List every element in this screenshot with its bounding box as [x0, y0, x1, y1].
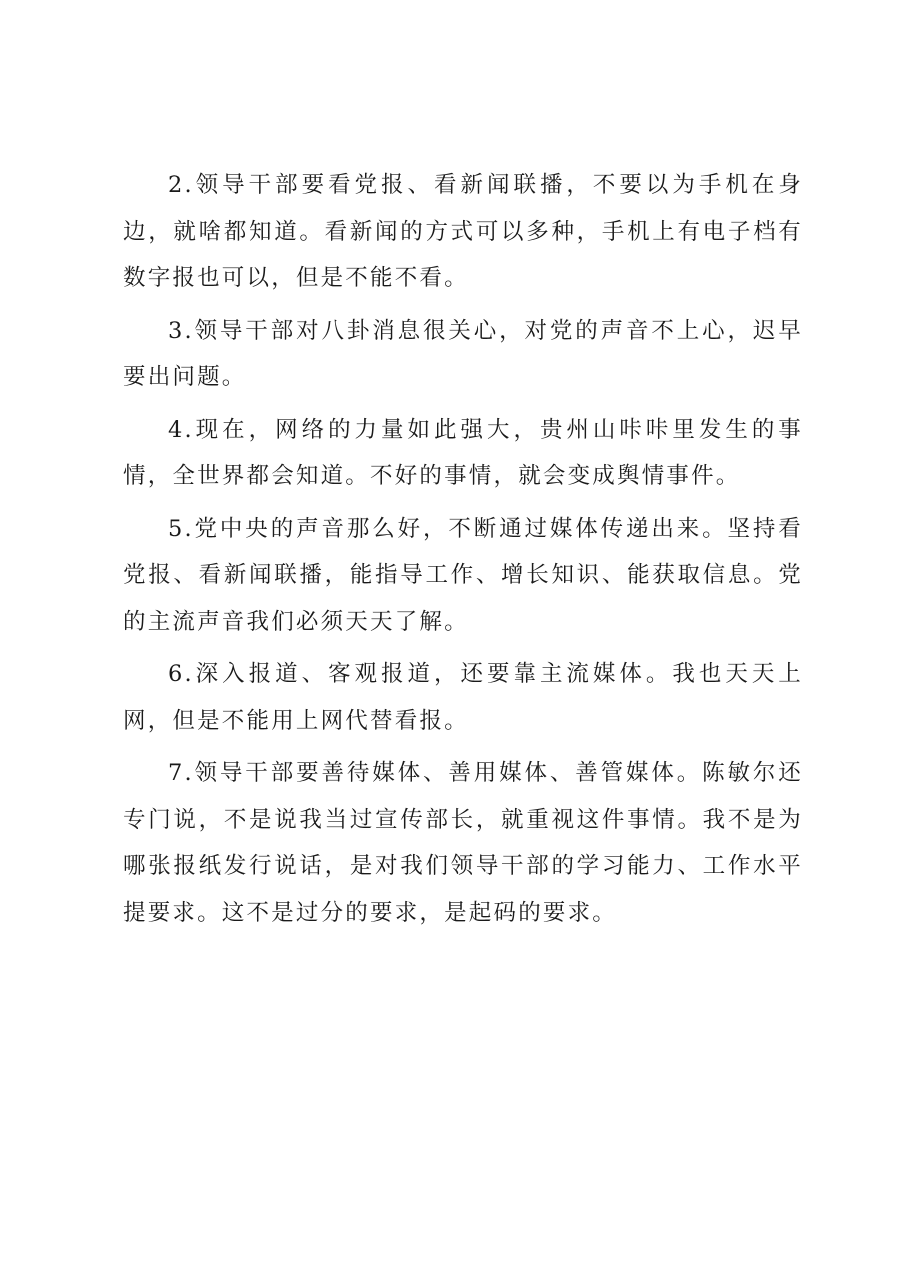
paragraph-item-7: 7.领导干部要善待媒体、善用媒体、善管媒体。陈敏尔还专门说，不是说我当过宣传部长，就重视这件事情。我不是为哪张报纸发行说话，是对我们领导干部的学习能力、工作水平提要求。这不是过分的要求，是起码的要求。 [123, 760, 803, 926]
paragraph-item-6: 6.深入报道、客观报道，还要靠主流媒体。我也天天上网，但是不能用上网代替看报。 [123, 661, 803, 734]
paragraph-item-2: 2.领导干部要看党报、看新闻联播，不要以为手机在身边，就啥都知道。看新闻的方式可以多种，手机上有电子档有数字报也可以，但是不能不看。 [123, 172, 803, 291]
document-body [123, 162, 803, 936]
paragraph-item-5: 5.党中央的声音那么好，不断通过媒体传递出来。坚持看党报、看新闻联播，能指导工作、增长知识、能获取信息。党的主流声音我们必须天天了解。 [123, 515, 803, 635]
paragraph-item-3: 3.领导干部对八卦消息很关心，对党的声音不上心，迟早要出问题。 [123, 317, 803, 390]
paragraph-item-4: 4.现在，网络的力量如此强大，贵州山咔咔里发生的事情，全世界都会知道。不好的事情，就会变成舆情事件。 [123, 416, 803, 489]
